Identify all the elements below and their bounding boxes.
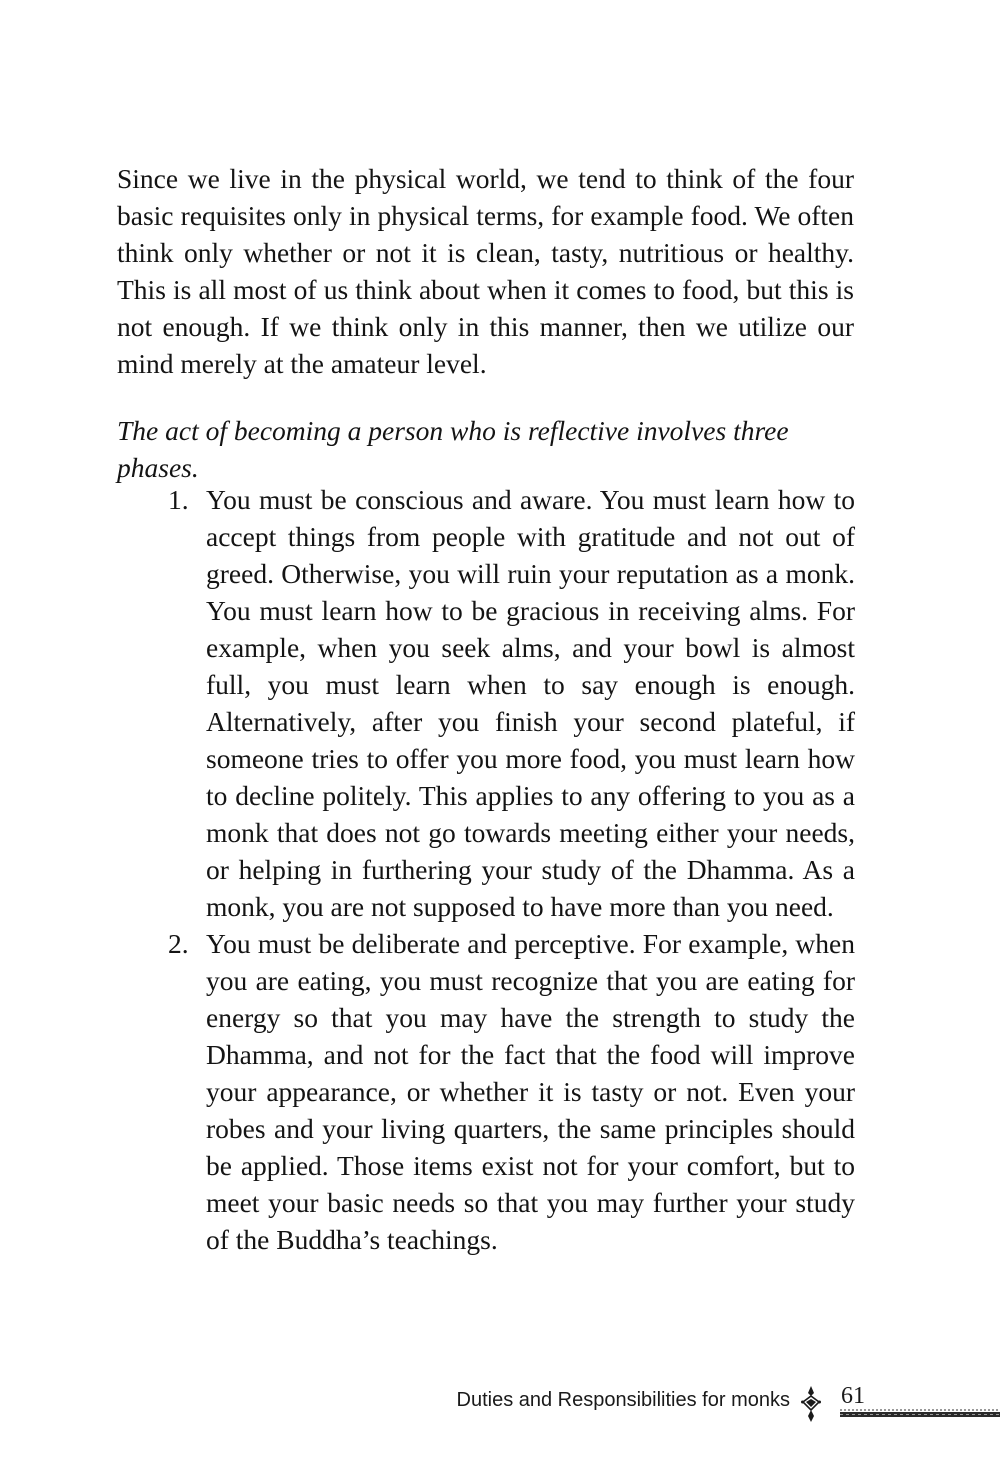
running-footer-title: Duties and Responsibilities for monks [456,1389,790,1411]
phase-text: You must be conscious and aware. You must learn how to accept things from people with gratitude and not out of greed. Otherwise, you will ruin your reputation as a monk. You must learn how to be gracious in receiving alms. For example, when you seek alms, and your bowl is almost full, you must learn when to say enough is enough. Alternatively, after you finish your second plateful, if someone tries to offer you more food, you must learn how to decline politely. This applies to any offering to you as a monk that does not go towards meeting either your needs, or helping in furthering your study of the Dhamma. As a monk, you are not supposed to have more than you need. [206,484,855,922]
phase-item-2 [168,925,855,1258]
opening-paragraph: Since we live in the physical world, we tend to think of the four basic requisites only in physical terms, for example food. We often think only whether or not it is clean, tasty, nutritious or healthy. This is all most of us think about when it comes to food, but this is not enough. If we think only in this manner, then we utilize our mind merely at the amateur level. [117,163,854,379]
lotus-ornament-icon [800,1384,822,1424]
phases-intro: The act of becoming a person who is reflective involves three phases. [117,415,789,483]
footer-rule-ornament [840,1408,1000,1418]
phase-item-1 [168,481,855,925]
phase-number: 1. [168,484,189,515]
phase-list [168,481,855,1258]
page-footer [0,1383,1000,1456]
page-number: 61 [841,1383,865,1409]
phase-number: 2. [168,928,189,959]
phase-text: You must be deliberate and perceptive. For example, when you are eating, you must recognize that you are eating for energy so that you may have the strength to study the Dhamma, and not for the fact that the food will improve your appearance, or whether it is tasty or not. Even your robes and your living quarters, the same principles should be applied. Those items exist not for your comfort, but to meet your basic needs so that you may further your study of the Buddha’s teachings. [206,928,855,1255]
